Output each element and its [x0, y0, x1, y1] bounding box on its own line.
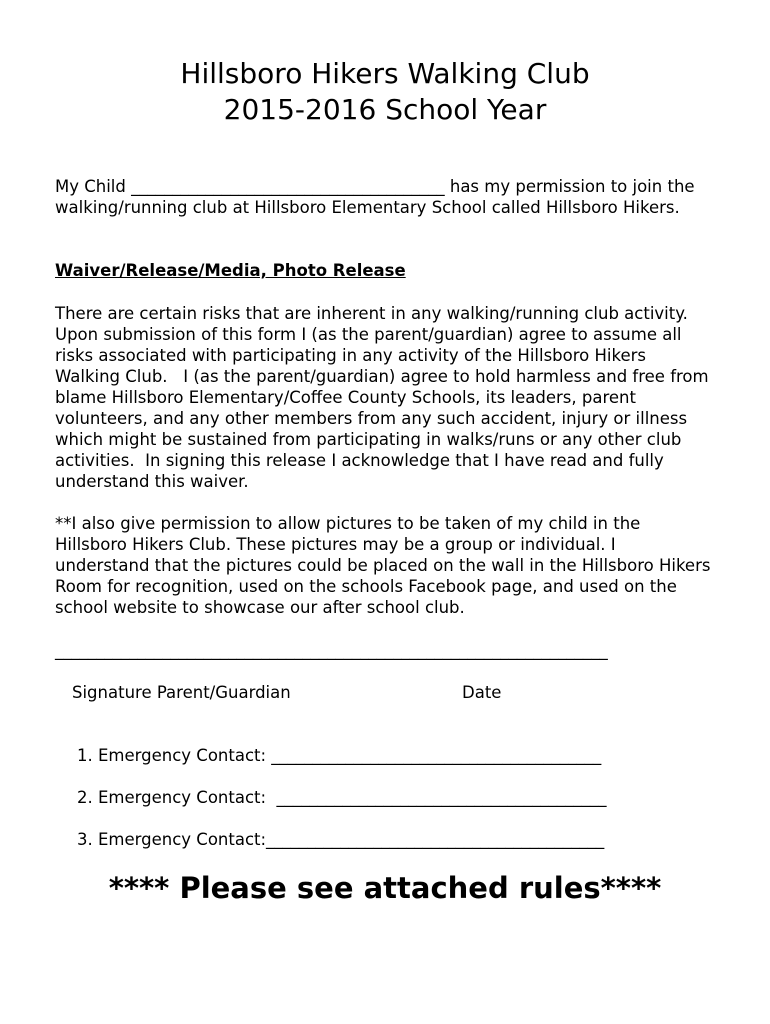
signature-parent-label: Signature Parent/Guardian — [72, 683, 291, 702]
attached-rules-note: **** Please see attached rules**** — [108, 871, 662, 905]
waiver-body-text: There are certain risks that are inherent in any walking/running club activity. Upon submission of this form I (as the parent/guardian) agree to assume all risks associated with participating in any activity of the Hillsboro Hikers Walking Club. I (as the parent/guardian) agree to hold harmless and free from blame Hillsboro Elementary/Coffee County Schools, its leaders, parent volunteers, and any other members from any such accident, injury or illness which might be sustained from participating in walks/runs or any other club activities. In signing this release I acknowledge that I have read and fully understand this waiver. — [55, 304, 714, 491]
form-subtitle-school-year: 2015-2016 School Year — [223, 93, 547, 126]
waiver-heading: Waiver/Release/Media, Photo Release — [55, 261, 406, 280]
photo-release-text: **I also give permission to allow pictures to be taken of my child in the Hillsboro Hikers Club. These pictures may be a group or individual. I understand that the pictures could be placed on the wall in the Hillsboro Hikers Room for recognition, used on the schools Facebook page, and used on the school website to showcase our after school club. — [55, 514, 716, 617]
intro-permission-text: My Child ______________________________________ has my permission to join the walking/running club at Hillsboro Elementary School called Hillsboro Hikers. — [55, 177, 700, 217]
signature-line: ___________________________________________________________________ — [55, 641, 608, 660]
signature-date-label: Date — [462, 683, 502, 702]
emergency-contact-3: 3. Emergency Contact:_________________________________________ — [77, 830, 605, 849]
emergency-contact-2: 2. Emergency Contact: ________________________________________ — [77, 788, 607, 807]
emergency-contact-1: 1. Emergency Contact: ________________________________________ — [77, 746, 602, 765]
form-title: Hillsboro Hikers Walking Club — [180, 57, 590, 90]
